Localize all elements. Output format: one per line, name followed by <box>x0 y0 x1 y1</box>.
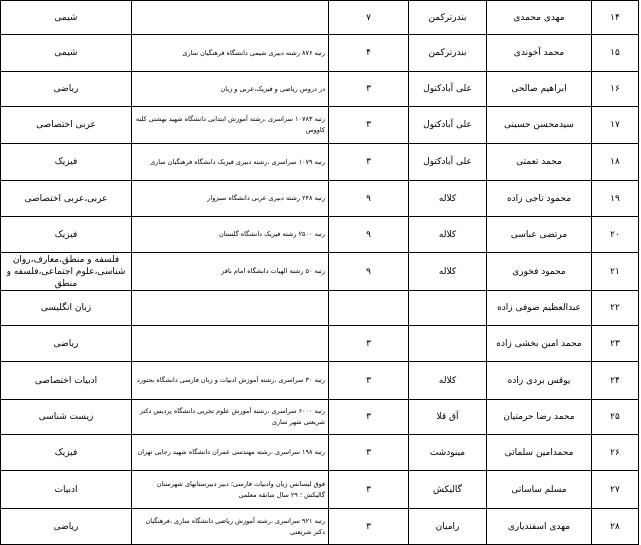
experience-years-cell: ۳ <box>329 509 409 545</box>
table-row <box>1 400 639 435</box>
teacher-name-cell: سیدمحسن حسینی <box>487 107 592 144</box>
experience-years-cell: ۳ <box>329 435 409 471</box>
qualification-cell <box>132 326 329 362</box>
row-number-cell: ۱۷ <box>592 107 639 144</box>
subject-cell: فیزیک <box>1 144 132 181</box>
table-row <box>1 1 639 35</box>
table-row <box>1 144 639 181</box>
table-row <box>1 326 639 362</box>
subject-cell: ادبیات اختصاصی <box>1 362 132 400</box>
table-row <box>1 509 639 545</box>
subject-cell: فیزیک <box>1 435 132 471</box>
qualification-cell: رتبه ۶۰۰۰ سراسری ،رشته آموزش علوم تجربی دانشگاه پردیس دکتر شریعتی شهر ساری <box>132 400 329 435</box>
teacher-name-cell: محمد تعمتی <box>487 144 592 181</box>
city-cell <box>409 291 487 326</box>
qualification-cell: رتبه ۱۰۷۸۳ سراسری ،رشته آموزش ابتدایی دانشگاه شهید بهشتی کلبه کاووس <box>132 107 329 144</box>
experience-years-cell: ۹ <box>329 253 409 291</box>
city-cell <box>409 326 487 362</box>
row-number-cell: ۱۹ <box>592 181 639 217</box>
qualification-cell: در دروس ریاضی و فیزیک،عربی و زبان <box>132 72 329 107</box>
experience-years-cell: ۴ <box>329 35 409 72</box>
subject-cell: زبان انگلیسی <box>1 291 132 326</box>
city-cell: کلاله <box>409 362 487 400</box>
subject-cell: ریاضی <box>1 326 132 362</box>
city-cell: کلاله <box>409 217 487 253</box>
experience-years-cell: ۳ <box>329 326 409 362</box>
row-number-cell: ۱۶ <box>592 72 639 107</box>
table-row <box>1 253 639 291</box>
table-row <box>1 291 639 326</box>
teacher-name-cell: محمد امین بخشی زاده <box>487 326 592 362</box>
row-number-cell: ۲۰ <box>592 217 639 253</box>
table-row <box>1 35 639 72</box>
city-cell: رامیان <box>409 509 487 545</box>
subject-cell: فیزیک <box>1 217 132 253</box>
table-row <box>1 471 639 509</box>
qualification-cell: رتبه ۲۵۰۰ رشته فیزیک دانشگاه گلستان <box>132 217 329 253</box>
subject-cell: زیست شناسی <box>1 400 132 435</box>
row-number-cell: ۲۶ <box>592 435 639 471</box>
row-number-cell: ۱۸ <box>592 144 639 181</box>
row-number-cell: ۱۵ <box>592 35 639 72</box>
qualification-cell <box>132 1 329 35</box>
table-row <box>1 181 639 217</box>
qualification-cell: فوق لیسانس زبان وادبیات فارسی؛ دبیر دبیرستانهای شهرستان گالیکش ؛ ۲۹ سال سابقه معلمی <box>132 471 329 509</box>
city-cell: علی آبادکتول <box>409 107 487 144</box>
experience-years-cell: ۳ <box>329 400 409 435</box>
subject-cell: شیمی <box>1 1 132 35</box>
city-cell: علی آبادکتول <box>409 144 487 181</box>
teacher-name-cell: مهدی محمدی <box>487 1 592 35</box>
experience-years-cell: ۳ <box>329 107 409 144</box>
row-number-cell: ۲۳ <box>592 326 639 362</box>
experience-years-cell <box>329 291 409 326</box>
city-cell: آق قلا <box>409 400 487 435</box>
subject-cell: عربی،عربی اختصاصی <box>1 181 132 217</box>
subject-cell: عربی اختصاصی <box>1 107 132 144</box>
experience-years-cell: ۳ <box>329 144 409 181</box>
qualification-cell: رتبه ۱۹۸ سراسری ،رشته مهندسی عمران دانشگاه شهید رجایی تهران <box>132 435 329 471</box>
teacher-name-cell: مرتضی عباسی <box>487 217 592 253</box>
qualification-cell: رتبه ۵۰ رشته الهیات دانشگاه امام باقر <box>132 253 329 291</box>
teacher-name-cell: ابراهیم صالحی <box>487 72 592 107</box>
teacher-name-cell: محمدامین سلماتی <box>487 435 592 471</box>
experience-years-cell: ۹ <box>329 217 409 253</box>
teacher-name-cell: محمود فخوری <box>487 253 592 291</box>
table-row <box>1 107 639 144</box>
row-number-cell: ۲۲ <box>592 291 639 326</box>
row-number-cell: ۲۱ <box>592 253 639 291</box>
subject-cell: فلسفه و منطق،معارف،روان شناسی،علوم اجتماعی،فلسفه و منطق <box>1 253 132 291</box>
teacher-name-cell: یوقس بردی زاده <box>487 362 592 400</box>
teacher-name-cell: محمد رضا حرمتیان <box>487 400 592 435</box>
city-cell: بندرترکمن <box>409 35 487 72</box>
subject-cell: ریاضی <box>1 72 132 107</box>
row-number-cell: ۲۸ <box>592 509 639 545</box>
subject-cell: شیمی <box>1 35 132 72</box>
qualification-cell <box>132 291 329 326</box>
city-cell: بندرترکمن <box>409 1 487 35</box>
experience-years-cell: ۹ <box>329 181 409 217</box>
subject-cell: ریاضی <box>1 509 132 545</box>
city-cell: کلاله <box>409 181 487 217</box>
row-number-cell: ۱۴ <box>592 1 639 35</box>
row-number-cell: ۲۷ <box>592 471 639 509</box>
subject-cell: ادبیات <box>1 471 132 509</box>
qualification-cell: رتبه ۸۷۶ رشته دبیری شیمی دانشگاه فرهنگیان ساری <box>132 35 329 72</box>
teacher-name-cell: محمود تاجی زاده <box>487 181 592 217</box>
city-cell: گالیکش <box>409 471 487 509</box>
qualification-cell: رتبه ۹۲۱ سراسری ،رشته آموزش ریاضی دانشگاه ساری ،فرهنگیان دکتر شریعتی <box>132 509 329 545</box>
city-cell: علی آبادکتول <box>409 72 487 107</box>
city-cell: کلاله <box>409 253 487 291</box>
experience-years-cell: ۷ <box>329 1 409 35</box>
experience-years-cell: ۳ <box>329 72 409 107</box>
experience-years-cell: ۳ <box>329 362 409 400</box>
table-row <box>1 72 639 107</box>
teacher-name-cell: محمد آخوندی <box>487 35 592 72</box>
teacher-name-cell: عبدالعظیم صوفی زاده <box>487 291 592 326</box>
table-row <box>1 217 639 253</box>
row-number-cell: ۲۴ <box>592 362 639 400</box>
row-number-cell: ۲۵ <box>592 400 639 435</box>
teacher-name-cell: مهدی اسفندیاری <box>487 509 592 545</box>
qualification-cell: رتبه ۳۰ سراسری ،رشته آموزش ادبیات و زبان فارسی دانشگاه بجنورد <box>132 362 329 400</box>
experience-years-cell: ۳ <box>329 471 409 509</box>
table-row <box>1 362 639 400</box>
qualification-cell: رتبه ۱۰۷۹ سراسری ،رشته دبیری فیزیک دانشگاه فرهنگیان ساری <box>132 144 329 181</box>
table-row <box>1 435 639 471</box>
teacher-name-cell: مسلم ساساتی <box>487 471 592 509</box>
qualification-cell: رتبه ۲۴۸ رشته دبیری عربی دانشگاه سبزوار <box>132 181 329 217</box>
city-cell: مینودشت <box>409 435 487 471</box>
